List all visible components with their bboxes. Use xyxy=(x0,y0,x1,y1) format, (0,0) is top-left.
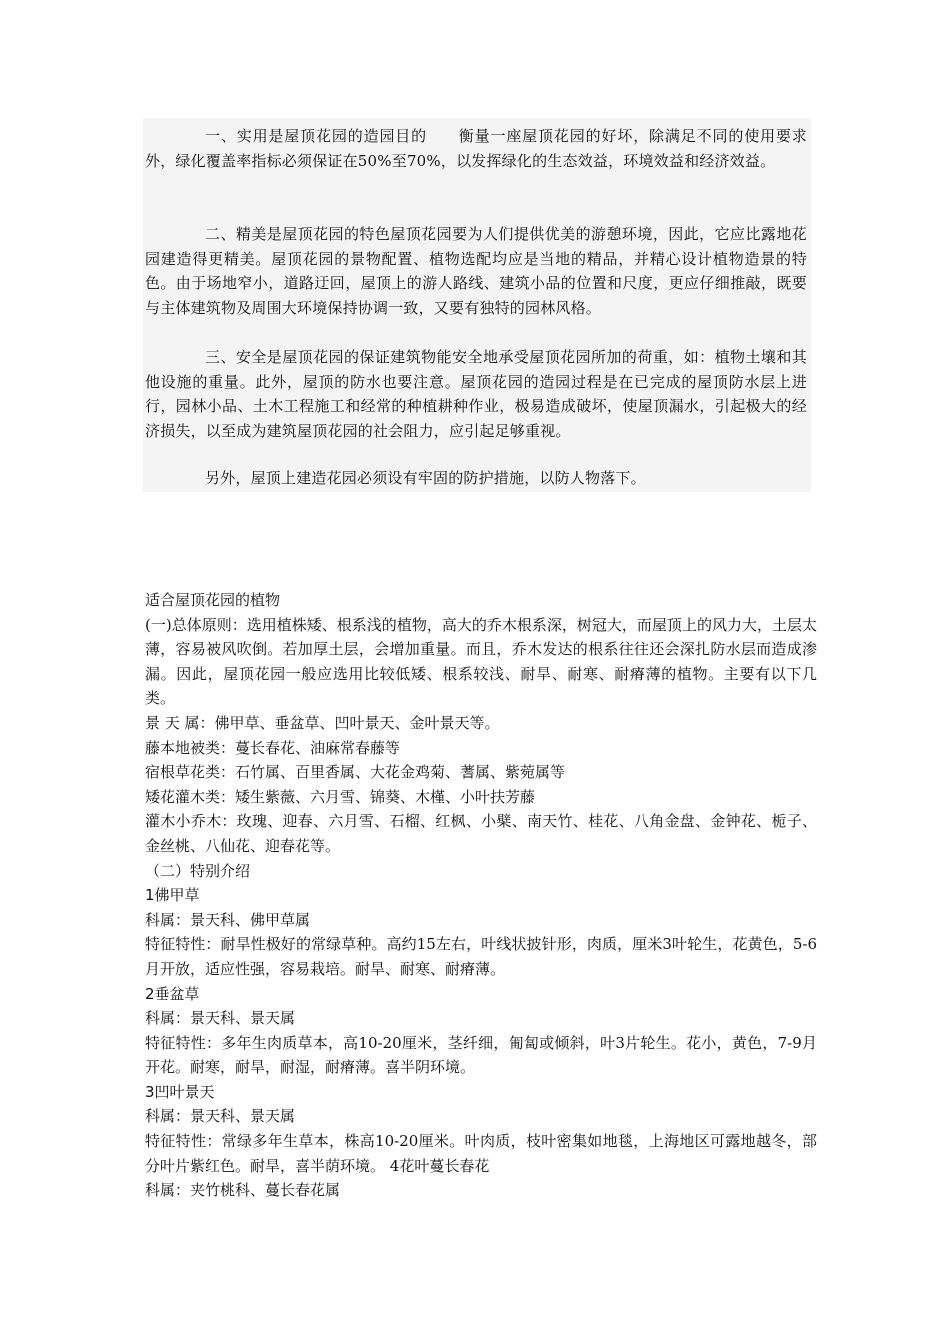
plant-heading xyxy=(145,982,817,1007)
plant-heading xyxy=(145,883,817,908)
plants-section xyxy=(145,588,817,1203)
special-intro-title: （二）特别介绍 xyxy=(145,861,251,880)
plant-number: 3 xyxy=(145,1082,155,1101)
plant-number: 2 xyxy=(145,984,155,1003)
plant-name: 凹叶景天 xyxy=(154,1082,215,1101)
plant-family: 科属：夹竹桃科、蔓长春花属 xyxy=(145,1181,341,1200)
section-title: 适合屋顶花园的植物 xyxy=(145,591,281,609)
plant-name: 佛甲草 xyxy=(154,886,200,905)
plant-features: 特征特性：多年生肉质草本，高10-20厘米，茎纤细，匍匐或倾斜，叶3片轮生。花小，黄色，7-9月开花。耐寒，耐旱，耐湿，耐瘠薄。喜半阴环境。 xyxy=(145,1033,817,1077)
plant-family: 科属：景天科、景天属 xyxy=(145,1107,296,1126)
plant-family: 科属：景天科、景天属 xyxy=(145,1009,296,1028)
category-item: 灌木小乔木：玫瑰、迎春、六月雪、石榴、红枫、小檗、南天竹、桂花、八角金盘、金钟花、栀子、金丝桃、八仙花、迎春花等。 xyxy=(145,812,817,855)
plant-name: 垂盆草 xyxy=(154,984,200,1003)
category-item: 宿根草花类：石竹属、百里香属、大花金鸡菊、蓍属、紫菀属等 xyxy=(145,763,566,782)
plant-features: 特征特性：常绿多年生草本，株高10-20厘米。叶肉质，枝叶密集如地毯，上海地区可露地越冬，部分叶片紫红色。耐旱，喜半荫环境。 4花叶蔓长春花 xyxy=(145,1132,817,1175)
general-principle: (一)总体原则：选用植株矮、根系浅的植物，高大的乔木根系深，树冠大，而屋顶上的风力大，土层太薄，容易被风吹倒。若加厚土层，会增加重量。而且，乔木发达的根系往往还会深扎防水层而造成渗漏。因此，屋顶花园一般应选用比较低矮、根系较浅、耐旱、耐寒、耐瘠薄的植物。主要有以下几类。 xyxy=(145,615,817,708)
plant-family: 科属：景天科、佛甲草属 xyxy=(145,910,311,929)
category-item: 景 天 属：佛甲草、垂盆草、凹叶景天、金叶景天等。 xyxy=(145,713,500,732)
paragraph-practical: 一、实用是屋顶花园的造园目的 衡量一座屋顶花园的好坏，除满足不同的使用要求外，绿化覆盖率指标必须保证在50%至70%，以发挥绿化的生态效益，环境效益和经济效益。 xyxy=(145,127,807,170)
category-item: 矮花灌木类：矮生紫薇、六月雪、锦葵、木槿、小叶扶芳藤 xyxy=(145,787,536,806)
paragraph-protection: 另外，屋顶上建造花园必须设有牢固的防护措施，以防人物落下。 xyxy=(205,469,646,487)
paragraph-safety: 三、安全是屋顶花园的保证建筑物能安全地承受屋顶花园所加的荷重，如：植物土壤和其他设施的重量。此外，屋顶的防水也要注意。屋顶花园的造园过程是在已完成的屋顶防水层上进行，园林小品、土木工程施工和经常的种植耕种作业，极易造成破坏，使屋顶漏水，引起极大的经济损失，以至成为建筑屋顶花园的社会阻力，应引起足够重视。 xyxy=(145,348,807,440)
plant-heading xyxy=(145,1080,817,1105)
plant-features: 特征特性：耐旱性极好的常绿草种。高约15左右，叶线状披针形，肉质，厘米3叶轮生，花黄色，5-6月开放，适应性强，容易栽培。耐旱、耐寒、耐瘠薄。 xyxy=(145,935,817,978)
paragraph-refined: 二、精美是屋顶花园的特色屋顶花园要为人们提供优美的游憩环境，因此，它应比露地花园建造得更精美。屋顶花园的景物配置、植物选配均应是当地的精品，并精心设计植物造景的特色。由于场地窄小，道路迂回，屋顶上的游人路线、建筑小品的位置和尺度，更应仔细推敲，既要与主体建筑物及周围大环境保持协调一致，又要有独特的园林风格。 xyxy=(145,225,807,317)
category-item: 藤本地被类：蔓长春花、油麻常春藤等 xyxy=(145,738,401,757)
plant-number: 1 xyxy=(145,886,155,905)
